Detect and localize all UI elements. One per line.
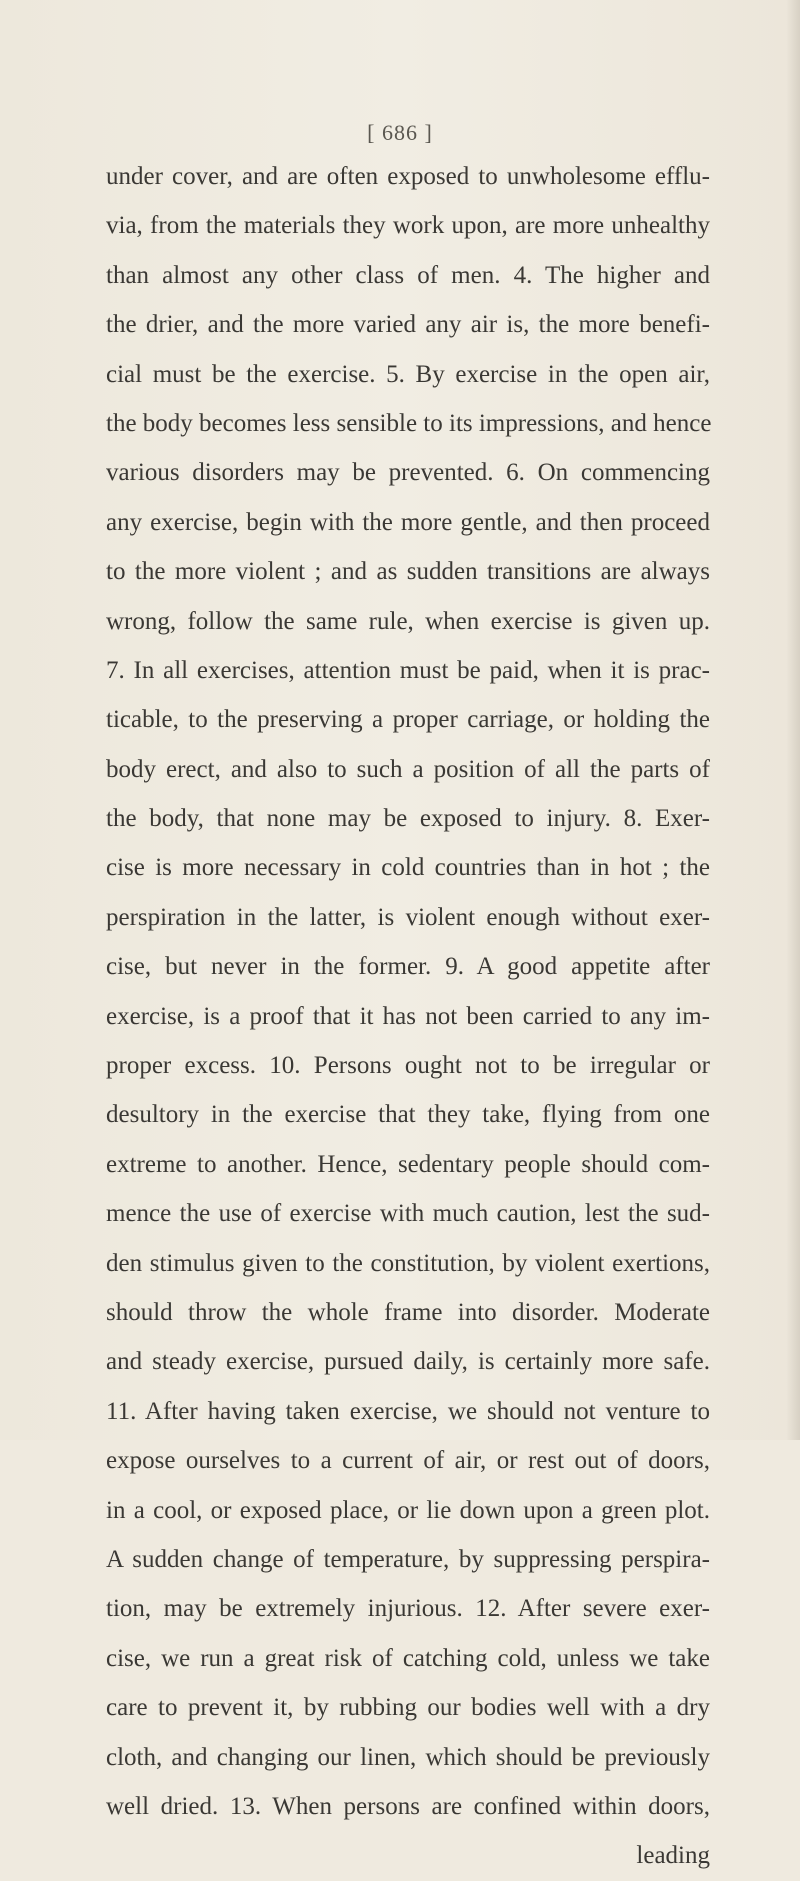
text-line: body erect, and also to such a position of all the parts of [106, 755, 710, 783]
text-line: via, from the materials they work upon, are more unhealthy [106, 212, 710, 240]
text-line: cise is more necessary in cold countries than in hot ; the [106, 854, 710, 882]
text-line: the body becomes less sensible to its impressions, and hence [106, 409, 712, 437]
text-line: 11. After having taken exercise, we should not venture to [106, 1397, 710, 1425]
text-line: cise, but never in the former. 9. A good appetite after [106, 953, 710, 981]
text-line: under cover, and are often exposed to unwholesome efflu- [106, 163, 710, 190]
text-line: ticable, to the preserving a proper carriage, or holding the [106, 706, 710, 734]
text-line: extreme to another. Hence, sedentary people should com- [106, 1150, 710, 1178]
text-line: leading [636, 1842, 710, 1870]
text-line: in a cool, or exposed place, or lie down upon a green plot. [106, 1496, 710, 1524]
text-line: the drier, and the more varied any air is, the more benefi- [106, 311, 710, 339]
text-line: care to prevent it, by rubbing our bodies well with a dry [106, 1694, 710, 1722]
text-line: to the more violent ; and as sudden transitions are always [106, 558, 710, 586]
page-number: [ 686 ] [367, 120, 433, 145]
text-line: mence the use of exercise with much caution, lest the sud- [106, 1200, 710, 1228]
text-line: perspiration in the latter, is violent enough without exer- [106, 903, 710, 931]
text-line: wrong, follow the same rule, when exercise is given up. [106, 607, 710, 635]
text-line: cloth, and changing our linen, which should be previously [106, 1743, 710, 1771]
text-line: 7. In all exercises, attention must be paid, when it is prac- [106, 656, 710, 684]
text-line: exercise, is a proof that it has not been carried to any im- [106, 1002, 710, 1030]
text-line: well dried. 13. When persons are confined within doors, [106, 1792, 710, 1820]
text-line: proper excess. 10. Persons ought not to be irregular or [106, 1052, 710, 1080]
body-text [106, 152, 710, 1881]
text-line: cise, we run a great risk of catching cold, unless we take [106, 1644, 710, 1672]
text-line: expose ourselves to a current of air, or rest out of doors, [106, 1447, 710, 1475]
text-line: and steady exercise, pursued daily, is certainly more safe. [106, 1348, 710, 1376]
text-line: den stimulus given to the constitution, by violent exertions, [106, 1249, 710, 1277]
text-line: cial must be the exercise. 5. By exercise in the open air, [106, 360, 710, 388]
text-line: than almost any other class of men. 4. The higher and [106, 261, 710, 289]
page-edge-shadow [786, 0, 800, 1440]
text-line: should throw the whole frame into disorder. Moderate [106, 1298, 710, 1326]
text-line: various disorders may be prevented. 6. On commencing [106, 459, 710, 487]
text-line: any exercise, begin with the more gentle, and then proceed [106, 508, 710, 536]
text-line: tion, may be extremely injurious. 12. After severe exer- [106, 1595, 710, 1623]
text-line: the body, that none may be exposed to injury. 8. Exer- [106, 805, 710, 833]
text-line: A sudden change of temperature, by suppressing perspira- [106, 1545, 710, 1573]
text-line: desultory in the exercise that they take, flying from one [106, 1101, 710, 1129]
